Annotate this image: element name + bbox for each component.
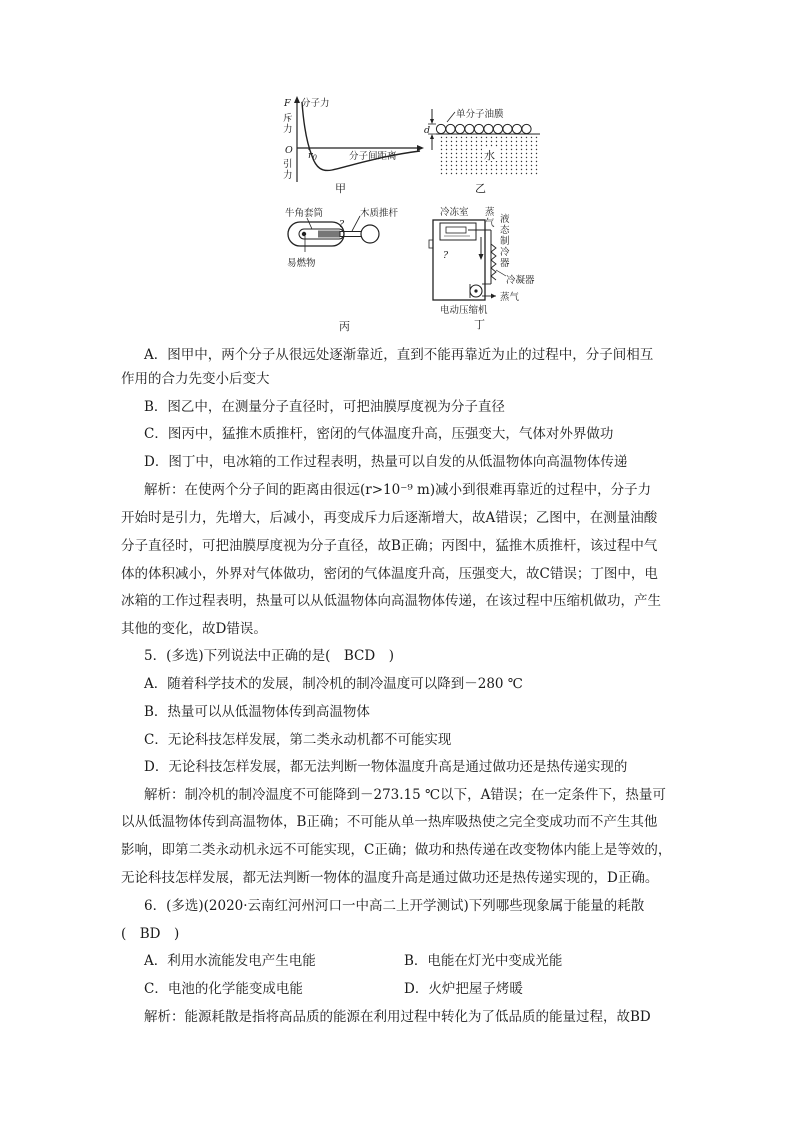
liquid-label-4: 冷 [500,247,510,258]
x-axis-label: 分子间距离 [349,151,397,162]
q6-option-b: B．电能在灯光中变成光能 [404,953,563,969]
attraction-label-1: 引 [283,159,293,170]
q4-option-b: B．图乙中，在测量分子直径时，可把油膜厚度视为分子直径 [144,399,505,415]
q4-analysis-1: 解析：在使两个分子间的距离由很远(r>10⁻⁹ m)减小到很难再靠近的过程中，分子力 [144,482,652,498]
caption-yi: 乙 [475,182,486,195]
attraction-label-2: 力 [283,170,293,181]
fuel-label: 易燃物 [287,258,316,269]
figure-group [0,0,794,340]
steam-top-2: 气 [485,218,495,229]
q6-option-d: D．火炉把屋子烤暖 [404,981,523,997]
q5-option-a: A．随着科学技术的发展，制冷机的制冷温度可以降到－280 ℃ [144,676,523,692]
ding-question: ? [443,250,449,261]
repulsion-label-1: 斥 [283,113,293,124]
q5-analysis-2: 以从低温物体传到高温物体，B正确；不可能从单一热库吸热使之完全变成功而不产生其他 [121,814,658,830]
q5-analysis-4: 无论科技怎样发展，都无法判断一物体的温度升高是通过做功还是热传递实现的，D正确。 [121,870,659,886]
liquid-label-2: 态 [500,225,510,236]
q5-stem: 5．(多选)下列说法中正确的是( BCD ) [144,648,394,664]
q6-analysis-1: 解析：能源耗散是指将高品质的能源在利用过程中转化为了低品质的能量过程，故BD [144,1009,651,1025]
figure-bing [285,207,399,333]
q6-stem: 6．(多选)(2020·云南红河州河口一中高二上开学测试)下列哪些现象属于能量的耗散 [144,898,645,914]
r0-label: $r_0$ [308,150,318,162]
condenser-label: 冷凝器 [506,275,535,286]
q4-option-d: D．图丁中，电冰箱的工作过程表明，热量可以自发的从低温物体向高温物体传递 [144,454,628,470]
caption-ding: 丁 [474,318,485,331]
axis-title: 分子力 [301,98,330,109]
liquid-label-1: 液 [500,214,510,225]
freezer-label: 冷冻室 [440,207,469,218]
water-label: 水 [484,149,495,162]
liquid-label-5: 器 [500,258,510,269]
q5-analysis-3: 影响，即第二类永动机永远不可能实现，C正确；做功和热传递在改变物体内能上是等效的， [121,842,672,858]
q4-analysis-5: 冰箱的工作过程表明，热量可以从低温物体向高温物体传递，在该过程中压缩机做功，产生 [121,593,661,609]
q4-option-a-line1: A．图甲中，两个分子从很远处逐渐靠近，直到不能再靠近为止的过程中，分子间相互 [144,347,654,363]
steam-top-1: 蒸 [485,207,495,218]
q4-analysis-3: 分子直径时，可把油膜厚度视为分子直径，故B正确；丙图中，猛推木质推杆，该过程中气 [121,538,658,554]
figure-yi [424,108,540,195]
q4-analysis-4: 体的体积减小，外界对气体做功，密闭的气体温度升高，压强变大，故C错误；丁图中，电 [121,566,658,582]
origin-label: O [285,145,293,156]
q4-analysis-6: 其他的变化，故D错误。 [121,621,267,637]
oil-molecules [436,124,531,133]
caption-jia: 甲 [335,182,346,195]
figure-jia [283,96,424,195]
q4-analysis-2: 开始时是引力，先增大，后减小，再变成斥力后逐渐增大，故A错误；乙图中，在测量油酸 [121,510,658,526]
film-label: 单分子油膜 [456,109,504,120]
compressor-label: 电动压缩机 [440,305,488,316]
q4-option-a-line2: 作用的合力先变小后变大 [121,371,270,387]
bing-question: ? [339,219,345,230]
figure-ding [429,206,535,331]
q5-analysis-1: 解析：制冷机的制冷温度不可能降到－273.15 ℃以下，A错误；在一定条件下，热量可 [144,787,666,803]
q6-option-a: A．利用水流能发电产生电能 [144,953,316,969]
caption-bing: 丙 [339,320,350,333]
rod-label: 木质推杆 [360,208,399,219]
q5-option-b: B．热量可以从低温物体传到高温物体 [144,704,370,720]
q5-option-c: C．无论科技怎样发展，第二类永动机都不可能实现 [144,732,452,748]
liquid-label-3: 制 [500,236,510,247]
repulsion-label-2: 力 [283,124,293,135]
q6-answer: ( BD ) [121,926,180,942]
steam-bottom-label: 蒸气 [500,292,520,303]
sleeve-label: 牛角套筒 [285,208,324,219]
q4-option-c: C．图丙中，猛推木质推杆，密闭的气体温度升高，压强变大，气体对外界做功 [144,426,614,442]
q6-option-c: C．电池的化学能变成电能 [144,981,303,997]
q5-option-d: D．无论科技怎样发展，都无法判断一物体温度升高是通过做功还是热传递实现的 [144,759,628,775]
d-label: d [424,125,431,136]
axis-f-label: F [284,98,291,109]
